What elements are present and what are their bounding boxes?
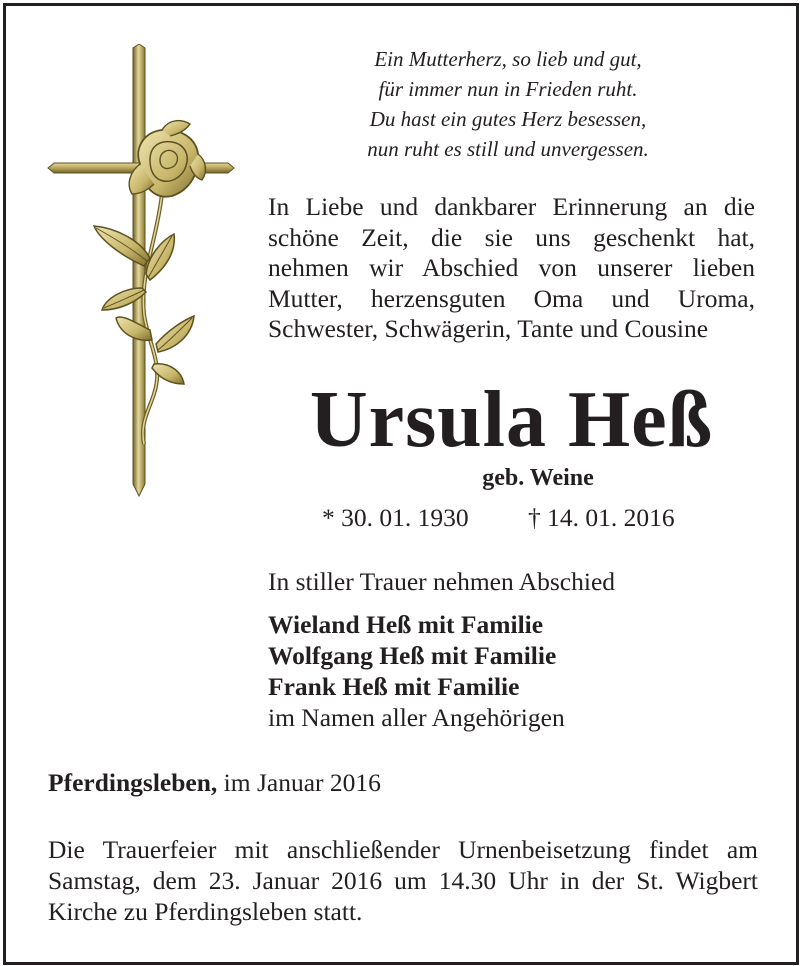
- service-line: Kirche zu Pferdingsleben statt.: [48, 897, 363, 926]
- mourners-list: [268, 609, 565, 733]
- mourners-closing: im Namen aller Angehörigen: [268, 703, 565, 732]
- family-name: Frank Heß mit Familie: [268, 672, 520, 701]
- place: Pferdingsleben,: [48, 768, 218, 797]
- date: im Januar 2016: [223, 768, 381, 797]
- service-line: Samstag, dem 23. Januar 2016 um 14.30 Uhr in der St. Wigbert: [48, 866, 758, 895]
- intro-line: nehmen wir Abschied von unserer lieben: [268, 253, 755, 282]
- intro-line: Schwester, Schwägerin, Tante und Cousine: [268, 314, 709, 343]
- place-date: [48, 768, 381, 798]
- poem-line: Du hast ein gutes Herz besessen,: [369, 107, 647, 131]
- family-name: Wieland Heß mit Familie: [268, 610, 544, 639]
- intro-line: In Liebe und dankbarer Erinnerung an die: [268, 192, 755, 221]
- poem-line: nun ruht es still und unvergessen.: [367, 137, 649, 161]
- deceased-name: Ursula Heß: [309, 376, 714, 464]
- service-line: Die Trauerfeier mit anschließender Urnenbeisetzung findet am: [48, 835, 758, 864]
- birth-name: geb. Weine: [482, 465, 594, 491]
- mourners-intro: In stiller Trauer nehmen Abschied: [268, 567, 616, 596]
- intro-line: schöne Zeit, die sie uns geschenkt hat,: [268, 222, 755, 252]
- death-date: † 14. 01. 2016: [528, 503, 675, 532]
- intro-line: Mutter, herzensguten Oma und Uroma,: [268, 283, 755, 313]
- service-info: [48, 834, 758, 927]
- poem: [268, 44, 748, 164]
- poem-line: Ein Mutterherz, so lieb und gut,: [374, 47, 642, 71]
- cross-with-rose-icon: [44, 44, 238, 498]
- birth-date: * 30. 01. 1930: [322, 503, 469, 532]
- family-name: Wolfgang Heß mit Familie: [268, 641, 557, 670]
- poem-line: für immer nun in Frieden ruht.: [378, 77, 638, 101]
- intro-text: [268, 192, 755, 345]
